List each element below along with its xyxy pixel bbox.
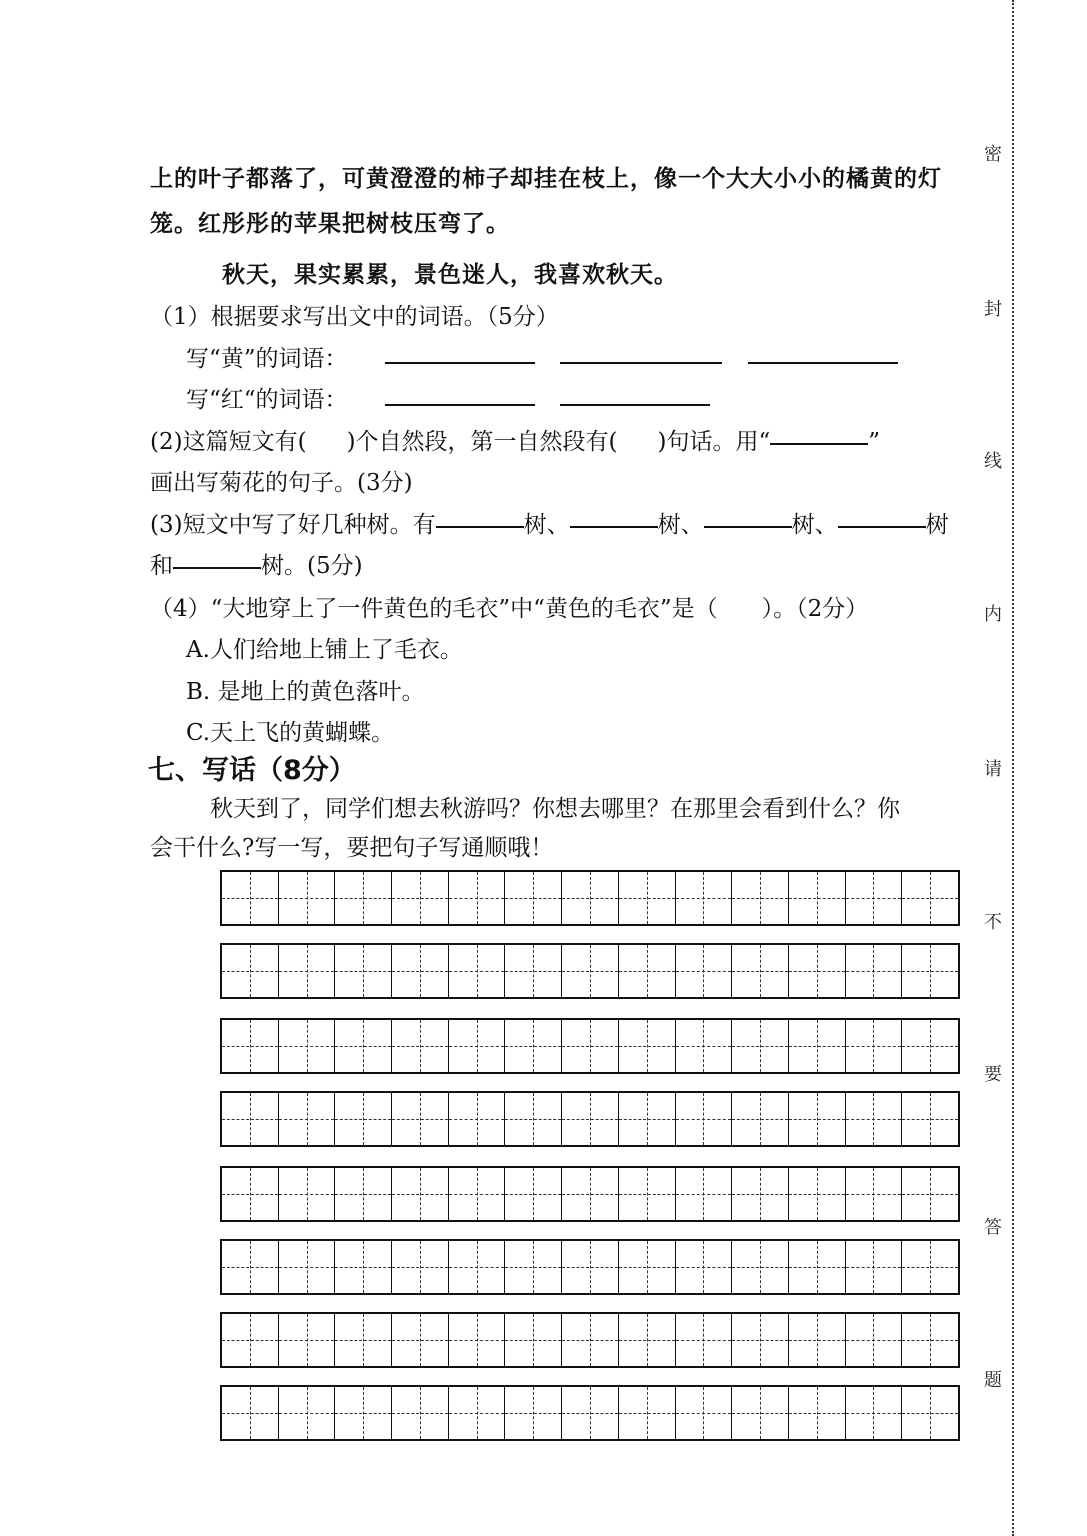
seal-line-char: 题 <box>984 1370 1002 1391</box>
writing-grid-cell[interactable] <box>675 1314 732 1366</box>
writing-grid-cell[interactable] <box>334 1093 391 1145</box>
q1-yellow-blank-1[interactable] <box>385 362 535 364</box>
writing-grid-cell[interactable] <box>845 1387 902 1439</box>
writing-grid-cell[interactable] <box>222 1387 278 1439</box>
q3-line-1 <box>150 506 949 539</box>
writing-grid-cell[interactable] <box>561 1314 618 1366</box>
writing-grid-row <box>220 1385 960 1441</box>
q3-end: 树 <box>925 512 949 538</box>
q3-tree-blank-3[interactable] <box>704 525 792 528</box>
writing-grid-cell[interactable] <box>448 872 505 924</box>
writing-grid-row <box>220 1018 960 1074</box>
writing-grid-cell[interactable] <box>845 945 902 997</box>
writing-grid-cell[interactable] <box>334 1241 391 1293</box>
writing-grid-cell[interactable] <box>504 1314 561 1366</box>
writing-grid-cell[interactable] <box>618 1387 675 1439</box>
writing-grid-cell[interactable] <box>334 1314 391 1366</box>
q1-title: （1）根据要求写出文中的词语。（5分） <box>150 304 559 330</box>
writing-grid-cell[interactable] <box>448 1020 505 1072</box>
writing-grid-cell[interactable] <box>222 1314 278 1366</box>
writing-grid-cell[interactable] <box>731 872 788 924</box>
writing-grid-cell[interactable] <box>561 1387 618 1439</box>
q2-line-1 <box>150 423 880 456</box>
q3-line2-end: 树。(5分) <box>261 553 363 579</box>
writing-grid-cell[interactable] <box>504 1387 561 1439</box>
q1-row1-label: 写“黄”的词语： <box>186 346 348 372</box>
writing-grid-cell[interactable] <box>788 1168 845 1220</box>
q3-tree-blank-2[interactable] <box>570 525 658 528</box>
writing-grid-cell[interactable] <box>334 945 391 997</box>
writing-grid-cell[interactable] <box>901 945 958 997</box>
writing-grid-cell[interactable] <box>391 1241 448 1293</box>
writing-grid-cell[interactable] <box>278 945 335 997</box>
writing-grid-cell[interactable] <box>901 872 958 924</box>
writing-grid-cell[interactable] <box>901 1387 958 1439</box>
writing-grid-cell[interactable] <box>334 1168 391 1220</box>
q1-row2-label: 写“红“的词语： <box>186 387 348 413</box>
q1-red-blank-2[interactable] <box>560 404 710 406</box>
writing-grid-cell[interactable] <box>731 1241 788 1293</box>
writing-grid-cell[interactable] <box>391 1314 448 1366</box>
seal-line-char: 线 <box>984 451 1002 472</box>
q3-tree-blank-4[interactable] <box>838 525 926 528</box>
writing-grid-cell[interactable] <box>448 1241 505 1293</box>
writing-grid-cell[interactable] <box>504 1020 561 1072</box>
q2-part-1: (2)这篇短文有( <box>150 429 307 455</box>
writing-grid-cell[interactable] <box>278 1241 335 1293</box>
writing-grid-cell[interactable] <box>675 945 732 997</box>
writing-grid-cell[interactable] <box>334 1020 391 1072</box>
writing-grid-cell[interactable] <box>391 1387 448 1439</box>
passage-line-2: 笼。红彤彤的苹果把树枝压弯了。 <box>150 210 510 237</box>
writing-grid-cell[interactable] <box>788 945 845 997</box>
writing-grid-cell[interactable] <box>561 1093 618 1145</box>
writing-grid-cell[interactable] <box>845 1020 902 1072</box>
writing-grid-cell[interactable] <box>845 1168 902 1220</box>
writing-grid-cell[interactable] <box>788 872 845 924</box>
q2-part-4: ” <box>868 429 881 455</box>
writing-grid-cell[interactable] <box>222 1093 278 1145</box>
writing-grid-cell[interactable] <box>731 1020 788 1072</box>
writing-grid-cell[interactable] <box>222 872 278 924</box>
writing-grid-cell[interactable] <box>845 872 902 924</box>
q4-option-a: A.人们给地上铺上了毛衣。 <box>186 637 463 663</box>
writing-grid-row <box>220 1312 960 1368</box>
q4-option-c: C.天上飞的黄蝴蝶。 <box>186 720 395 746</box>
writing-grid-cell[interactable] <box>278 1168 335 1220</box>
writing-grid-cell[interactable] <box>618 1241 675 1293</box>
writing-grid-row <box>220 870 960 926</box>
writing-grid-cell[interactable] <box>901 1314 958 1366</box>
writing-grid-cell[interactable] <box>334 1387 391 1439</box>
writing-grid-cell[interactable] <box>222 1020 278 1072</box>
writing-grid-cell[interactable] <box>391 1020 448 1072</box>
writing-grid-cell[interactable] <box>675 1387 732 1439</box>
writing-grid-cell[interactable] <box>788 1314 845 1366</box>
writing-grid-cell[interactable] <box>448 1314 505 1366</box>
writing-grid-cell[interactable] <box>448 1168 505 1220</box>
writing-grid-cell[interactable] <box>278 1314 335 1366</box>
writing-grid-cell[interactable] <box>504 1168 561 1220</box>
passage-line-3: 秋天，果实累累，景色迷人，我喜欢秋天。 <box>222 261 678 288</box>
writing-grid-row <box>220 943 960 999</box>
writing-grid-cell[interactable] <box>901 1020 958 1072</box>
writing-grid-cell[interactable] <box>845 1093 902 1145</box>
writing-grid-cell[interactable] <box>561 1241 618 1293</box>
q2-part-2: )个自然段，第一自然段有( <box>346 429 618 455</box>
q4-question-text: （4）“大地穿上了一件黄色的毛衣”中“黄色的毛衣”是（ <box>150 596 718 622</box>
writing-grid-cell[interactable] <box>618 1168 675 1220</box>
writing-grid-cell[interactable] <box>504 1093 561 1145</box>
writing-grid-cell[interactable] <box>391 945 448 997</box>
writing-grid-cell[interactable] <box>788 1387 845 1439</box>
q3-tree-blank-1[interactable] <box>436 525 524 528</box>
q4-question <box>150 590 868 623</box>
writing-grid-cell[interactable] <box>561 945 618 997</box>
writing-grid-cell[interactable] <box>675 1168 732 1220</box>
writing-grid-cell[interactable] <box>278 1387 335 1439</box>
writing-grid-cell[interactable] <box>561 1020 618 1072</box>
q1-yellow-blank-2[interactable] <box>560 362 722 364</box>
q1-yellow-blank-3[interactable] <box>748 362 898 364</box>
writing-grid-cell[interactable] <box>448 945 505 997</box>
writing-grid-cell[interactable] <box>391 1093 448 1145</box>
writing-grid-cell[interactable] <box>391 1168 448 1220</box>
writing-grid-cell[interactable] <box>901 1241 958 1293</box>
passage-line-1: 上的叶子都落了，可黄澄澄的柿子却挂在枝上，像一个大大小小的橘黄的灯 <box>150 165 942 192</box>
writing-grid-cell[interactable] <box>618 1020 675 1072</box>
writing-grid-row <box>220 1239 960 1295</box>
writing-grid-cell[interactable] <box>504 872 561 924</box>
seal-line <box>1012 0 1014 1536</box>
writing-grid-cell[interactable] <box>731 945 788 997</box>
section-7-prompt-line-1: 秋天到了，同学们想去秋游吗？你想去哪里？在那里会看到什么？你 <box>210 796 900 822</box>
seal-line-char: 不 <box>984 912 1002 933</box>
writing-grid-cell[interactable] <box>278 1093 335 1145</box>
writing-grid-row <box>220 1091 960 1147</box>
writing-grid-cell[interactable] <box>731 1093 788 1145</box>
q3-tree-blank-5[interactable] <box>173 566 261 569</box>
writing-grid-cell[interactable] <box>278 1020 335 1072</box>
writing-grid-cell[interactable] <box>901 1168 958 1220</box>
writing-grid-cell[interactable] <box>845 1241 902 1293</box>
writing-grid-cell[interactable] <box>448 1387 505 1439</box>
writing-grid-cell[interactable] <box>618 1314 675 1366</box>
seal-line-char: 请 <box>984 759 1002 780</box>
writing-grid-row <box>220 1166 960 1222</box>
writing-grid-cell[interactable] <box>788 1241 845 1293</box>
writing-grid-cell[interactable] <box>334 872 391 924</box>
seal-line-char: 封 <box>984 299 1002 320</box>
q2-underline-sample <box>770 442 868 445</box>
seal-line-char: 密 <box>984 144 1002 165</box>
q2-line-2: 画出写菊花的句子。(3分) <box>150 470 413 496</box>
writing-grid-cell[interactable] <box>561 872 618 924</box>
writing-grid-cell[interactable] <box>675 1241 732 1293</box>
writing-grid-cell[interactable] <box>731 1387 788 1439</box>
writing-grid-cell[interactable] <box>901 1093 958 1145</box>
q1-row2 <box>186 381 348 414</box>
q3-line-2 <box>150 547 363 580</box>
section-7-prompt-line-2: 会干什么?写一写，要把句子写通顺哦！ <box>150 835 554 861</box>
q1-row1 <box>186 340 348 373</box>
q2-part-3: )句话。用“ <box>657 429 771 455</box>
seal-line-char: 内 <box>984 604 1002 625</box>
writing-grid-cell[interactable] <box>618 945 675 997</box>
writing-grid-cell[interactable] <box>222 1241 278 1293</box>
writing-grid-cell[interactable] <box>561 1168 618 1220</box>
writing-grid-cell[interactable] <box>731 1168 788 1220</box>
writing-grid-cell[interactable] <box>448 1093 505 1145</box>
writing-grid-cell[interactable] <box>675 1093 732 1145</box>
writing-grid-cell[interactable] <box>618 1093 675 1145</box>
section-7-heading: 七、写话（8分） <box>148 755 356 786</box>
writing-grid-cell[interactable] <box>788 1020 845 1072</box>
writing-grid-cell[interactable] <box>504 1241 561 1293</box>
writing-grid-cell[interactable] <box>618 872 675 924</box>
seal-line-char: 答 <box>984 1217 1002 1238</box>
writing-grid-cell[interactable] <box>391 872 448 924</box>
q4-question-end: ）。（2分） <box>761 596 869 622</box>
q3-sep-3: 树、 <box>791 512 838 538</box>
seal-line-char: 要 <box>984 1064 1002 1085</box>
writing-grid-cell[interactable] <box>222 945 278 997</box>
writing-grid-cell[interactable] <box>788 1093 845 1145</box>
writing-grid-cell[interactable] <box>675 872 732 924</box>
q3-sep-1: 树、 <box>523 512 570 538</box>
writing-grid-cell[interactable] <box>222 1168 278 1220</box>
q1-red-blank-1[interactable] <box>385 404 535 406</box>
q4-option-b: B. 是地上的黄色落叶。 <box>186 679 425 705</box>
writing-grid-cell[interactable] <box>731 1314 788 1366</box>
writing-grid-cell[interactable] <box>504 945 561 997</box>
q3-sep-2: 树、 <box>657 512 704 538</box>
writing-grid-cell[interactable] <box>675 1020 732 1072</box>
q3-line2-start: 和 <box>150 553 173 579</box>
q3-part-1: (3)短文中写了好几种树。有 <box>150 512 436 538</box>
writing-grid-cell[interactable] <box>845 1314 902 1366</box>
writing-grid-cell[interactable] <box>278 872 335 924</box>
